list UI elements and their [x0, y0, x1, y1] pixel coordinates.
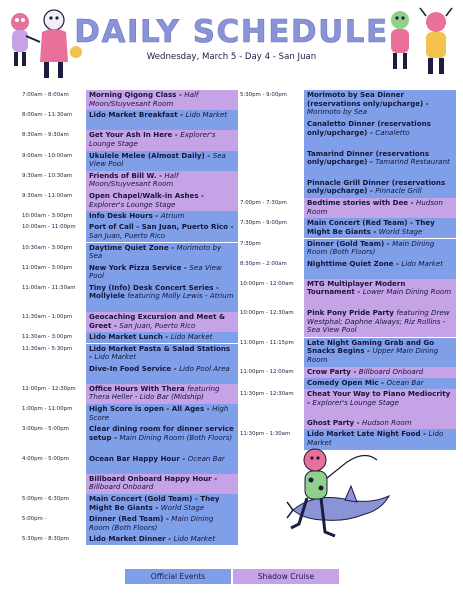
event-name: Info Desk Hours - [89, 211, 161, 221]
event-name: Bedtime stories with Dee - [307, 198, 417, 208]
event-time: 11:30am - 3:00pm [22, 334, 73, 341]
official-event [86, 514, 238, 534]
event-name: Nighttime Quiet Zone - [307, 258, 402, 268]
event-location: Half Moon/Stuyvesant Room [89, 90, 199, 108]
event-time: 11:30am - 5:30pm [22, 345, 73, 352]
event-name: Morimoto by Sea Dinner (reservations only/upcharge) - [307, 90, 429, 108]
event-location: Atrium [160, 211, 185, 221]
page-subtitle: Wednesday, March 5 - Day 4 - San Juan [146, 52, 317, 62]
official-event [86, 364, 238, 384]
event-location: World Stage [160, 502, 205, 512]
event-name: New York Pizza Service - [89, 262, 190, 272]
event-name: Port of Call - San Juan, Puerto Rico - [89, 222, 234, 232]
event-name: Lido Market Dinner - [89, 534, 174, 544]
event-time: 11:30am - 1:00pm [22, 314, 73, 321]
official-event [86, 332, 238, 343]
event-location: featuring Molly Lewis - Atrium [127, 291, 234, 301]
official-event [304, 259, 456, 279]
event-location: Pinnacle Grill [375, 186, 422, 196]
official-event [86, 243, 238, 263]
event-name: MTG Multiplayer Modern Tournament - [307, 278, 406, 297]
event-time: 8:30am - 9:30am [22, 132, 69, 139]
event-name: Canaletto Dinner (reservations only/upcharge) - [307, 119, 431, 137]
event-time: 8:00am - 11:30am [22, 112, 73, 119]
official-event [86, 494, 238, 514]
event-location: Lido Market [173, 534, 216, 544]
legend-official-events: Official Events [125, 569, 231, 584]
event-time: 11:00pm - 12:00am [240, 368, 294, 375]
event-name: Cheat Your Way to Piano Mediocrity - [307, 389, 451, 407]
event-time: 11:30pm - 12:30am [240, 391, 294, 397]
event-name: Friends of Bill W. - [89, 170, 165, 180]
event-location: High Score [89, 404, 229, 422]
event-name: Crow Party - [307, 366, 359, 376]
event-name: Open Chapel/Walk-in Ashes - [89, 191, 205, 200]
event-name: Ocean Bar Happy Hour - [89, 453, 188, 463]
event-location: Lido Pool Area [179, 363, 230, 373]
event-time: 11:00pm - 11:15pm [240, 339, 294, 346]
event-name: Morning Qigong Class - [89, 90, 185, 99]
event-time: 9:30am - 10:30am [22, 172, 73, 179]
event-name: Dinner (Gold Team) - [307, 238, 393, 248]
event-location: Lido Market [185, 110, 228, 120]
shadow-cruise-event [304, 198, 456, 218]
event-name: Geocaching Excursion and Meet & Greet - [89, 312, 226, 330]
event-location: Canaletto [375, 127, 410, 137]
shadow-cruise-event [86, 384, 238, 404]
shadow-cruise-event [304, 418, 456, 429]
official-event [86, 263, 238, 283]
event-name: Comedy Open Mic - [307, 377, 387, 387]
event-location: featuring Drew Westphal; Daphne Always; Riz Rollins - Sea View Pool [307, 308, 450, 335]
event-location: San Juan, Puerto Rico [89, 230, 166, 240]
event-name: Pink Pony Pride Party [307, 308, 397, 318]
event-location: Hudson Room [362, 418, 412, 428]
official-event [86, 344, 238, 364]
event-location: Billboard Onboard [358, 366, 424, 376]
event-location: Ocean Bar [386, 377, 424, 387]
official-event [304, 378, 456, 389]
event-name: Lido Market Lunch - [89, 332, 171, 342]
event-location: Lido Market [170, 332, 213, 342]
event-time: 7:00am - 8:00am [22, 92, 69, 98]
event-location: Lido Market [401, 258, 444, 268]
event-location: Explorer's Lounge Stage [312, 397, 399, 407]
header [0, 0, 463, 90]
event-name: Late Night Gaming Grab and Go Snacks Begins - [307, 337, 435, 356]
page-title: DAILY SCHEDULE [74, 14, 389, 50]
event-location: Tamarind Restaurant [375, 157, 450, 167]
shadow-cruise-event [86, 474, 238, 494]
event-time: 10:00am - 11:00pm [22, 224, 76, 231]
event-name: Main Concert (Red Team) - They Might Be Giants - [307, 218, 435, 236]
event-name: Lido Market Breakfast - [89, 110, 186, 120]
official-event [86, 151, 238, 171]
shadow-cruise-event [304, 308, 456, 337]
dolphin-rider-illustration [285, 440, 397, 548]
official-event [304, 239, 456, 259]
shadow-cruise-event [86, 171, 238, 191]
shadow-cruise-event [86, 312, 238, 332]
event-location: Lower Main Dining Room [362, 287, 452, 297]
official-event [86, 110, 238, 130]
event-time: 3:00pm - 5:00pm [22, 426, 69, 433]
event-name: Tamarind Dinner (reservations only/upcharge) - [307, 148, 430, 167]
event-name: Daytime Quiet Zone - [89, 242, 177, 252]
shadow-cruise-event [304, 389, 456, 418]
event-time: 5:30pm - 9:00pm [240, 92, 287, 98]
event-name: Clear dining room for dinner service setup - [89, 424, 234, 442]
event-time: 8:30pm - 2:00am [240, 260, 287, 267]
legend-shadow-cruise: Shadow Cruise [233, 569, 339, 584]
event-name: Dive-In Food Service - [89, 363, 180, 373]
event-location: Lido Market [94, 352, 137, 362]
event-location: World Stage [378, 226, 423, 236]
event-location: Half Moon/Stuyvesant Room [89, 170, 179, 189]
event-time: 5:30pm - 8:30pm [22, 536, 69, 543]
event-time: 9:00am - 10:00am [22, 152, 73, 159]
event-time: 11:00am - 11:30am [22, 284, 76, 291]
event-name: High Score is open - All Ages - [89, 404, 213, 414]
official-event [304, 178, 456, 198]
event-location: Explorer's Lounge Stage [89, 130, 216, 148]
event-location: Main Dining Room (Both Floors) [307, 238, 435, 257]
shadow-cruise-event [86, 130, 238, 150]
event-time: 7:00pm - 7:30pm [240, 200, 287, 207]
official-event [304, 218, 456, 238]
event-time: 11:30pm - 1:30am [240, 431, 291, 438]
event-time: 10:30am - 3:00pm [22, 244, 73, 251]
shadow-cruise-event [86, 90, 238, 110]
shadow-cruise-event [304, 367, 456, 378]
official-event [86, 404, 238, 424]
event-location: Explorer's Lounge Stage [89, 199, 176, 209]
event-name: Office Hours With Thera [89, 383, 188, 393]
event-time: 5:00pm - 6:30pm [22, 496, 69, 502]
event-name: Pinnacle Grill Dinner (reservations only/upcharge) - [307, 177, 446, 196]
event-name: Billboard Onboard Happy Hour - [89, 473, 218, 483]
shadow-cruise-event [86, 191, 238, 211]
event-time: 1:00pm - 11:00pm [22, 406, 73, 413]
event-name: Tiny (Info) Desk Concert Series - Mollyiele [89, 282, 219, 301]
event-name: Lido Market Late Night Food - [307, 429, 429, 439]
event-time: 7:30pm [240, 240, 261, 247]
event-location: Billboard Onboard [89, 482, 154, 492]
official-event [304, 119, 456, 148]
event-location: Main Dining Room (Both Floors) [89, 514, 214, 532]
event-time: 4:00pm - 5:00pm [22, 455, 69, 462]
event-location: Hudson Room [307, 198, 443, 216]
event-time: 10:00pm - 12:00am [240, 280, 294, 287]
event-name: Dinner (Red Team) - [89, 514, 172, 524]
event-location: Lido Market [307, 429, 444, 447]
event-time: 5:00pm - [22, 516, 47, 523]
event-location: featuring Thera Heller - Lido Bar (Midship) [89, 383, 220, 402]
event-name: Lido Market Pasta & Salad Stations - [89, 343, 231, 362]
event-name: Main Concert (Gold Team) - They Might Be Giants - [89, 494, 220, 512]
event-time: 10:00pm - 12:30am [240, 310, 294, 317]
shadow-cruise-event [304, 279, 456, 308]
event-name: Get Your Ash In Here - [89, 130, 181, 140]
official-event [86, 211, 238, 222]
event-location: Sea View Pool [89, 150, 226, 169]
official-event [304, 338, 456, 367]
event-location: Main Dining Room (Both Floors) [119, 432, 233, 442]
event-location: Upper Main Dining Room [307, 346, 439, 364]
event-time: 7:30pm - 9:00pm [240, 220, 287, 227]
official-event [86, 283, 238, 312]
official-event [86, 454, 238, 474]
event-location: San Juan, Puerto Rico [119, 320, 196, 330]
event-location: Morimoto by Sea [89, 242, 222, 261]
official-event [86, 534, 238, 545]
event-name: Ghost Party - [307, 418, 363, 428]
official-event [304, 149, 456, 178]
event-time: 11:00am - 3:00pm [22, 264, 73, 271]
event-location: Sea View Pool [89, 262, 222, 281]
event-time: 9:30am - 11:00am [22, 193, 73, 199]
official-event [86, 222, 238, 242]
event-location: Ocean Bar [187, 453, 225, 463]
event-name: Ukulele Melee (Almost Daily) - [89, 150, 213, 160]
event-location: Morimoto by Sea [307, 107, 368, 117]
official-event [304, 90, 456, 119]
event-time: 10:00am - 3:00pm [22, 213, 73, 220]
official-event [86, 424, 238, 453]
event-time: 12:00pm - 12:30pm [22, 385, 76, 392]
